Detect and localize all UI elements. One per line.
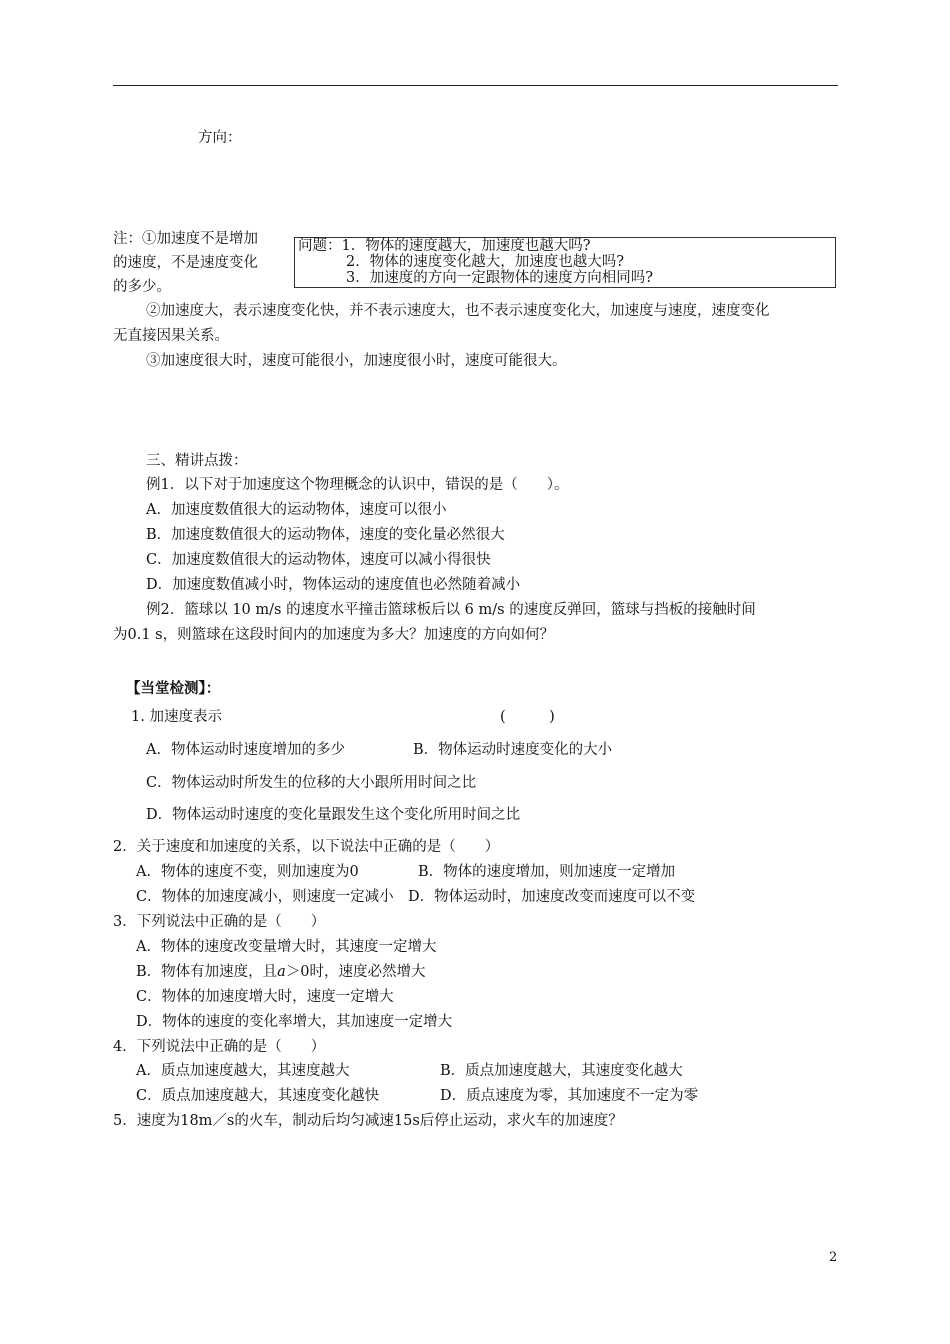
check-q2-option-a: A．物体的速度不变，则加速度为0 [136, 864, 359, 880]
check-q2-option-d: D．物体运动时，加速度改变而速度可以不变 [408, 889, 696, 905]
check-q1-answer-paren: ( ) [500, 709, 555, 725]
check-q4-stem: 4．下列说法中正确的是（ ） [113, 1039, 326, 1055]
check-q3-stem: 3．下列说法中正确的是（ ） [113, 914, 326, 930]
check-q4-option-a: A．质点加速度越大，其速度越大 [136, 1063, 350, 1079]
check-q3-option-b-pre: B．物体有加速度，且 [136, 964, 278, 980]
check-q3-option-c: C．物体的加速度增大时，速度一定增大 [136, 989, 394, 1005]
check-q5: 5．速度为18m／s的火车，制动后均匀减速15s后停止运动，求火车的加速度？ [113, 1113, 623, 1129]
check-q3-option-b [136, 963, 426, 981]
note-point-3: ③加速度很大时，速度可能很小，加速度很小时，速度可能很大。 [146, 353, 567, 369]
section-3-title: 三、精讲点拨： [146, 453, 248, 469]
check-q3-option-b-post: ＞0时，速度必然增大 [285, 964, 426, 980]
header-rule [113, 85, 838, 86]
check-q1-option-b: B．物体运动时速度变化的大小 [413, 742, 613, 758]
check-q4-option-d: D．质点速度为零，其加速度不一定为零 [440, 1088, 699, 1104]
example-1-option-c: C．加速度数值很大的运动物体，速度可以减小得很快 [146, 552, 491, 568]
example-1-option-b: B．加速度数值很大的运动物体，速度的变化量必然很大 [146, 527, 505, 543]
note-point-2-line-2: 无直接因果关系。 [113, 328, 229, 344]
check-q2-option-b: B．物体的速度增加，则加速度一定增加 [418, 864, 676, 880]
example-1-option-d: D．加速度数值减小时，物体运动的速度值也必然随着减小 [146, 577, 521, 593]
variable-a: a [277, 964, 286, 980]
question-1: 问题：1．物体的速度越大，加速度也越大吗? [298, 238, 591, 254]
check-title: 【当堂检测】： [126, 680, 221, 697]
check-q4-option-b: B．质点加速度越大，其速度变化越大 [440, 1063, 683, 1079]
example-1-stem: 例1．以下对于加速度这个物理概念的认识中，错误的是（ ）。 [146, 477, 569, 493]
example-2-line-2: 为0.1 s，则篮球在这段时间内的加速度为多大？加速度的方向如何？ [113, 627, 555, 643]
check-q4-option-c: C．质点加速度越大，其速度变化越快 [136, 1088, 380, 1104]
note-point-2-line-1: ②加速度大，表示速度变化快，并不表示速度大，也不表示速度变化大，加速度与速度，速度变化 [146, 303, 770, 319]
note-line-3: 的多少。 [113, 279, 171, 295]
question-3: 3．加速度的方向一定跟物体的速度方向相同吗? [346, 270, 653, 286]
note-line-2: 的速度，不是速度变化 [113, 255, 258, 271]
check-q1-option-a: A．物体运动时速度增加的多少 [146, 742, 345, 758]
check-q1-stem: 1. 加速度表示 [131, 709, 222, 725]
question-box [294, 237, 836, 288]
example-1-option-a: A．加速度数值很大的运动物体，速度可以很小 [146, 502, 447, 518]
check-q2-stem: 2．关于速度和加速度的关系，以下说法中正确的是（ ） [113, 839, 500, 855]
page-number: 2 [829, 1250, 838, 1265]
note-line-1: 注：①加速度不是增加 [113, 231, 258, 247]
direction-label: 方向： [198, 130, 242, 146]
check-q2-option-c: C．物体的加速度减小，则速度一定减小 [136, 889, 394, 905]
check-q3-option-a: A．物体的速度改变量增大时，其速度一定增大 [136, 939, 437, 955]
check-q3-option-d: D．物体的速度的变化率增大，其加速度一定增大 [136, 1014, 453, 1030]
check-q1-option-d: D．物体运动时速度的变化量跟发生这个变化所用时间之比 [146, 807, 521, 823]
check-q1-option-c: C．物体运动时所发生的位移的大小跟所用时间之比 [146, 775, 477, 791]
question-2: 2．物体的速度变化越大，加速度也越大吗? [346, 254, 624, 270]
example-2-line-1: 例2．篮球以 10 m/s 的速度水平撞击篮球板后以 6 m/s 的速度反弹回，篮球与挡板的接触时间 [146, 602, 756, 618]
